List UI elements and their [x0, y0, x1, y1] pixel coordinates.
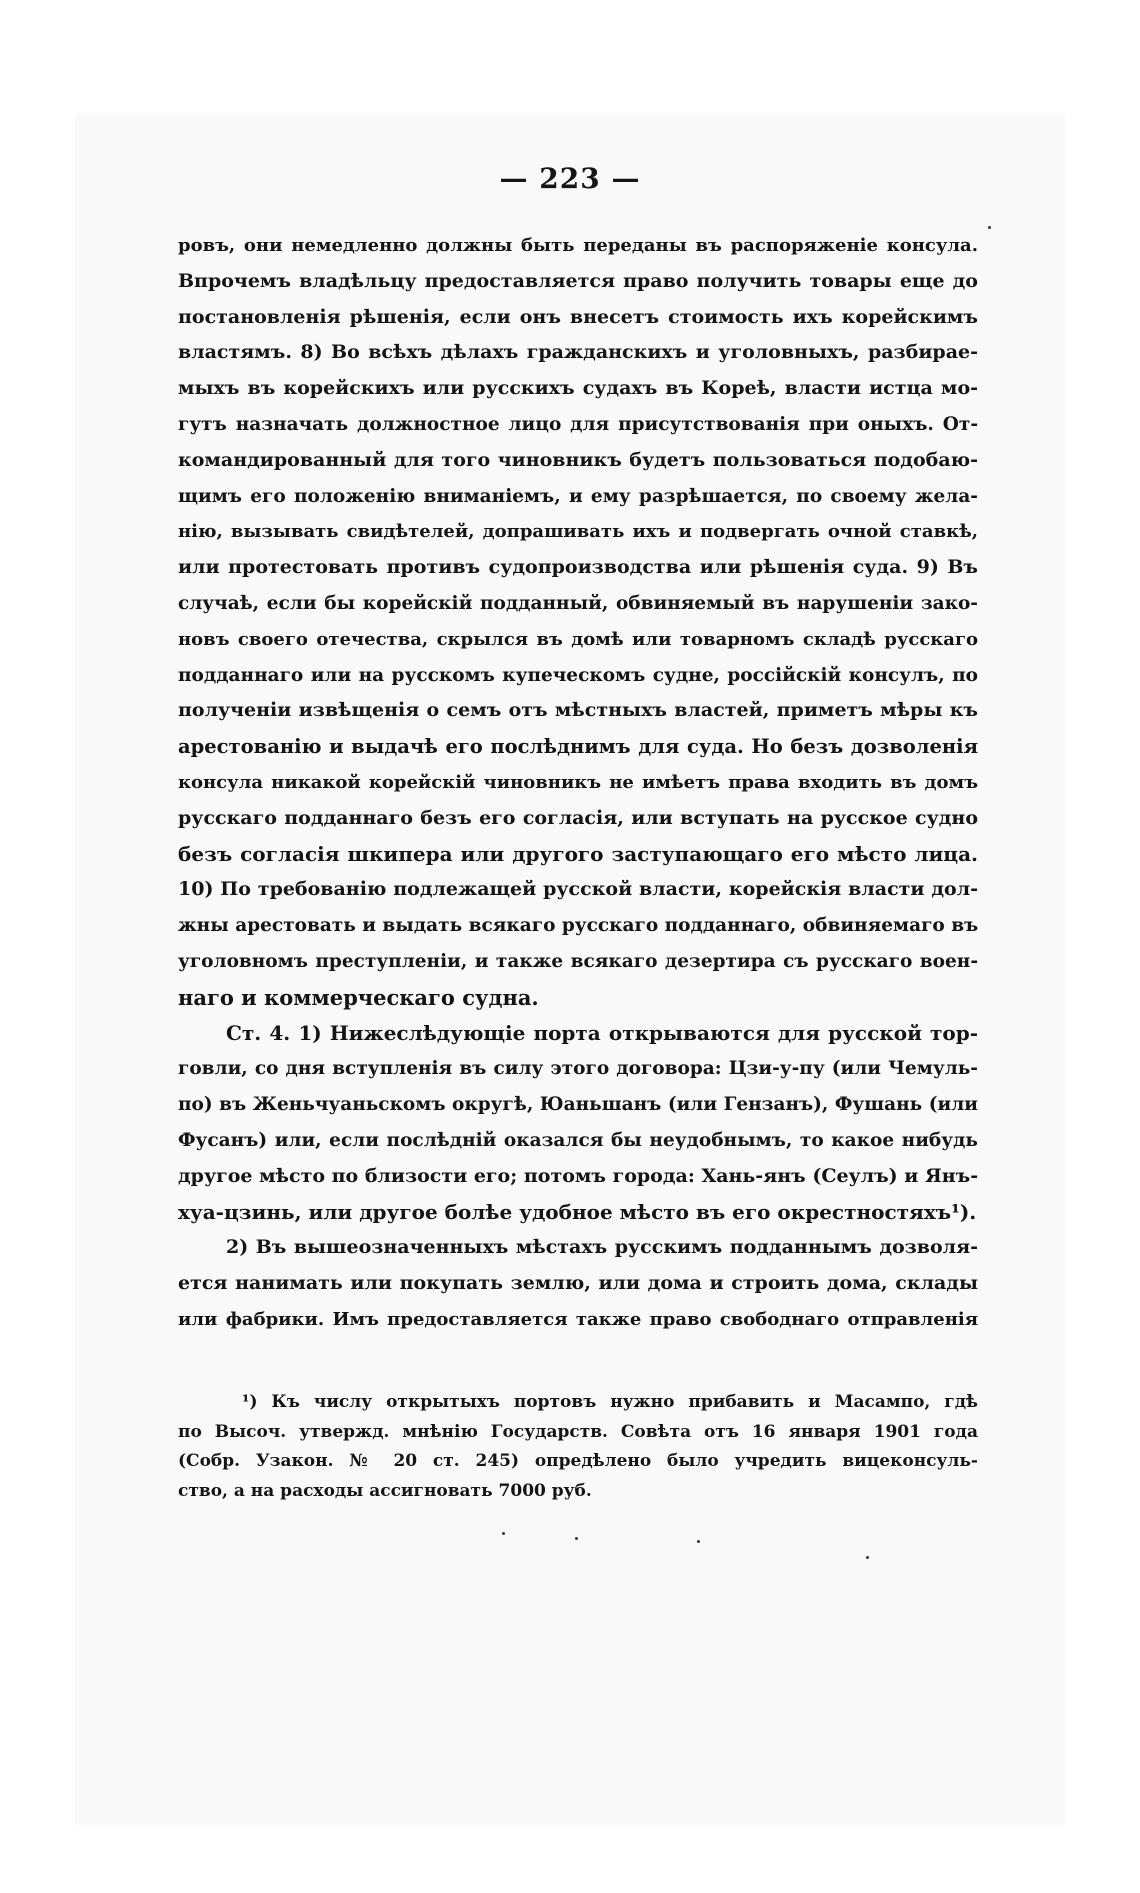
text-line: постановленія рѣшенія, если онъ внесетъ стоимость ихъ корейскимъ [178, 305, 978, 328]
footnote-line: ¹) Къ числу открытыхъ портовъ нужно прибавить и Масампо, гдѣ [242, 1392, 978, 1412]
footnote-line: по Высоч. утвержд. мнѣнію Государств. Совѣта отъ 16 января 1901 года [178, 1421, 978, 1442]
text-line: подданнаго или на русскомъ купеческомъ судне, россійскій консулъ, по [178, 664, 978, 686]
text-line: говли, со дня вступленія въ силу этого договора: Цзи-у-пу (или Чемуль- [178, 1058, 978, 1080]
page-number: — 223 — [499, 162, 641, 195]
main-text [178, 228, 978, 1338]
text-line: властямъ. 8) Во всѣхъ дѣлахъ гражданскихъ и уголовныхъ, разбирае- [178, 341, 978, 364]
text-line: щимъ его положенію вниманіемъ, и ему разрѣшается, по своему жела- [178, 485, 978, 507]
text-line: 2) Въ вышеозначенныхъ мѣстахъ русскимъ подданнымъ дозволя- [226, 1236, 978, 1259]
text-line: хуа-цзинь, или другое болѣе удобное мѣсто въ его окрестностяхъ¹). [178, 1199, 977, 1224]
text-line: другое мѣсто по близости его; потомъ города: Хань-янъ (Сеулъ) и Янъ- [178, 1164, 979, 1187]
scan-speck [502, 1532, 505, 1535]
text-line: ется нанимать или покупать землю, или дома и строить дома, склады [178, 1272, 978, 1295]
text-line: полученіи извѣщенія о семъ отъ мѣстныхъ властей, приметъ мѣры къ [178, 699, 978, 722]
text-line: Ст. 4. 1) Нижеслѣдующіе порта открываются для русской тор- [226, 1020, 978, 1045]
text-line: ровъ, они немедленно должны быть переданы въ распоряженіе консула. [178, 235, 978, 256]
footnote [178, 1388, 978, 1506]
text-line: Фусанъ) или, если послѣдній оказался бы неудобнымъ, то какое нибудь [178, 1129, 978, 1151]
footnote-line: ство, а на расходы ассигновать 7000 руб. [178, 1480, 592, 1501]
text-line: или фабрики. Имъ предоставляется также право свободнаго отправленія [178, 1308, 978, 1330]
scan-speck [866, 1556, 869, 1559]
text-line: арестованію и выдачѣ его послѣднимъ для суда. Но безъ дозволенія [178, 735, 978, 759]
text-line: русскаго подданнаго безъ его согласія, или вступать на русское судно [178, 806, 978, 829]
text-line: безъ согласія шкипера или другого заступающаго его мѣсто лица. [178, 841, 978, 866]
text-line: случаѣ, если бы корейскій подданный, обвиняемый въ нарушеніи зако- [178, 592, 978, 614]
text-line: нію, вызывать свидѣтелей, допрашивать ихъ и подвергать очной ставкѣ, [178, 521, 978, 543]
text-line: новъ своего отечества, скрылся въ домѣ или товарномъ складѣ русскаго [178, 628, 978, 650]
text-line: по) въ Женьчуаньскомъ округѣ, Юаньшанъ (или Гензанъ), Фушань (или [178, 1094, 978, 1116]
text-line: гутъ назначать должностное лицо для присутствованія при оныхъ. От- [178, 413, 978, 435]
text-line: наго и коммерческаго судна. [178, 984, 539, 1010]
scan-speck [988, 226, 991, 229]
text-line: командированный для того чиновникъ будетъ пользоваться подобаю- [178, 448, 978, 471]
footnote-line: (Собр. Узакон. № 20 ст. 245) опредѣлено было учредить вицеконсуль- [178, 1451, 978, 1471]
text-line: консула никакой корейскій чиновникъ не имѣетъ права входить въ домъ [178, 771, 978, 793]
text-line: или протестовать противъ судопроизводства или рѣшенія суда. 9) Въ [178, 556, 978, 579]
text-line: 10) По требованію подлежащей русской власти, корейскія власти дол- [178, 878, 978, 901]
text-line: Впрочемъ владѣльцу предоставляется право получить товары еще до [178, 269, 978, 292]
scan-speck [575, 1537, 578, 1540]
text-line: жны арестовать и выдать всякаго русскаго подданнаго, обвиняемаго въ [178, 915, 979, 937]
text-line: уголовномъ преступленіи, и также всякаго дезертира съ русскаго воен- [178, 950, 978, 972]
scan-speck [697, 1540, 700, 1543]
text-line: мыхъ въ корейскихъ или русскихъ судахъ въ Кореѣ, власти истца мо- [178, 377, 978, 400]
